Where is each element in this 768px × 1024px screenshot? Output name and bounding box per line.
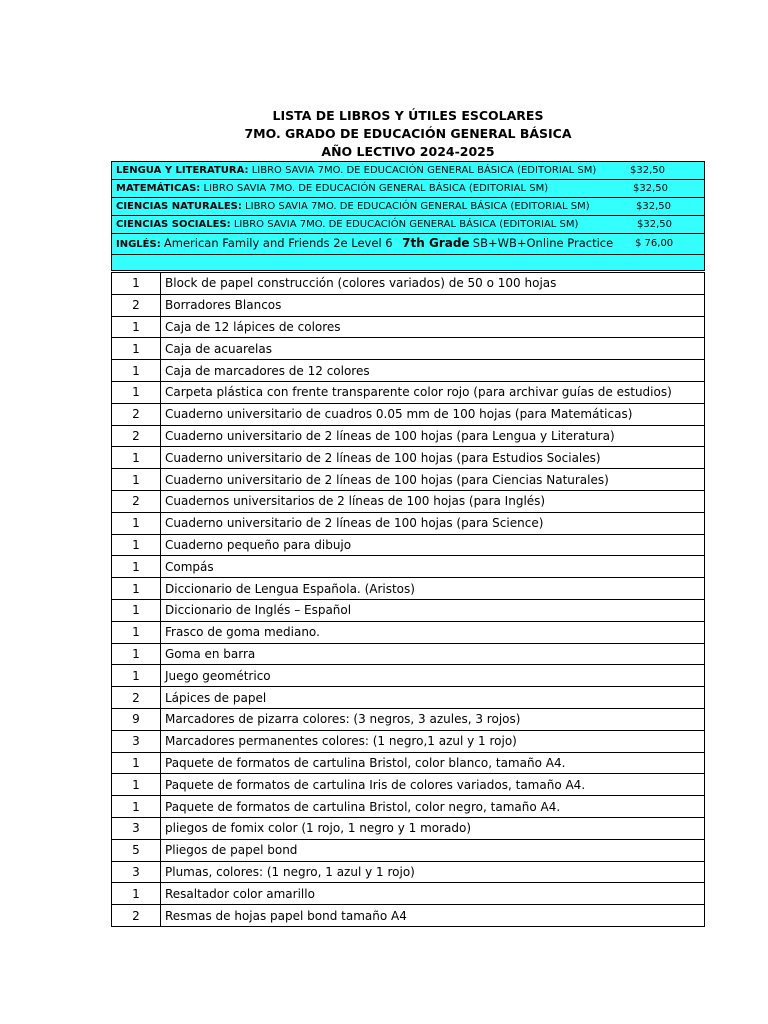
books-table (111, 161, 705, 271)
item-description: Diccionario de Lengua Española. (Aristos) (161, 578, 705, 600)
item-quantity: 1 (112, 556, 161, 578)
table-row (112, 381, 705, 403)
book-description: LIBRO SAVIA 7MO. DE EDUCACIÓN GENERAL BÁSICA (EDITORIAL SM) (245, 201, 590, 212)
table-row (112, 687, 705, 709)
item-quantity: 1 (112, 643, 161, 665)
table-row (112, 708, 705, 730)
title-line-1: LISTA DE LIBROS Y ÚTILES ESCOLARES (272, 108, 544, 123)
item-quantity: 1 (112, 381, 161, 403)
item-quantity: 1 (112, 338, 161, 360)
book-price: $32,50 (637, 219, 672, 230)
item-quantity: 2 (112, 687, 161, 709)
table-row (112, 774, 705, 796)
item-description: Paquete de formatos de cartulina Iris de colores variados, tamaño A4. (161, 774, 705, 796)
book-subject: LENGUA Y LITERATURA: (116, 165, 249, 176)
table-row (112, 861, 705, 883)
table-row (112, 447, 705, 469)
item-description: Compás (161, 556, 705, 578)
blank-row (112, 255, 705, 271)
table-row (112, 490, 705, 512)
item-description: Diccionario de Inglés – Español (161, 599, 705, 621)
item-description: Caja de acuarelas (161, 338, 705, 360)
item-description: Caja de marcadores de 12 colores (161, 360, 705, 382)
item-description: Cuaderno universitario de 2 líneas de 100 hojas (para Lengua y Literatura) (161, 425, 705, 447)
item-quantity: 1 (112, 273, 161, 295)
item-description: Marcadores de pizarra colores: (3 negros, 3 azules, 3 rojos) (161, 708, 705, 730)
item-description: Goma en barra (161, 643, 705, 665)
table-row (112, 817, 705, 839)
item-description: Juego geométrico (161, 665, 705, 687)
title-line-2: 7MO. GRADO DE EDUCACIÓN GENERAL BÁSICA (244, 126, 572, 141)
book-extra: SB+WB+Online Practice (472, 236, 614, 250)
table-row (112, 883, 705, 905)
item-quantity: 2 (112, 905, 161, 927)
supplies-table (111, 272, 705, 927)
item-quantity: 3 (112, 861, 161, 883)
table-row (112, 905, 705, 927)
item-description: Caja de 12 lápices de colores (161, 316, 705, 338)
table-row (112, 556, 705, 578)
book-price: $32,50 (633, 183, 668, 194)
item-description: Carpeta plástica con frente transparente color rojo (para archivar guías de estudios) (161, 381, 705, 403)
item-quantity: 2 (112, 403, 161, 425)
book-description: American Family and Friends 2e Level 6 (163, 236, 393, 250)
item-quantity: 1 (112, 796, 161, 818)
book-price: $ 76,00 (635, 238, 674, 249)
item-quantity: 2 (112, 425, 161, 447)
item-description: Paquete de formatos de cartulina Bristol, color blanco, tamaño A4. (161, 752, 705, 774)
item-description: Cuadernos universitarios de 2 líneas de 100 hojas (para Inglés) (161, 490, 705, 512)
book-description: LIBRO SAVIA 7MO. DE EDUCACIÓN GENERAL BÁSICA (EDITORIAL SM) (203, 183, 549, 194)
item-description: Block de papel construcción (colores variados) de 50 o 100 hojas (161, 273, 705, 295)
item-quantity: 1 (112, 599, 161, 621)
table-row (112, 469, 705, 491)
table-row (112, 338, 705, 360)
book-row (112, 162, 705, 180)
book-subject: CIENCIAS SOCIALES: (116, 219, 231, 230)
item-quantity: 2 (112, 294, 161, 316)
item-description: Plumas, colores: (1 negro, 1 azul y 1 rojo) (161, 861, 705, 883)
table-row (112, 839, 705, 861)
item-description: Cuaderno pequeño para dibujo (161, 534, 705, 556)
table-row (112, 360, 705, 382)
item-description: Cuaderno universitario de cuadros 0.05 mm de 100 hojas (para Matemáticas) (161, 403, 705, 425)
table-row (112, 730, 705, 752)
book-row (112, 180, 705, 198)
item-quantity: 2 (112, 490, 161, 512)
book-description: LIBRO SAVIA 7MO. DE EDUCACIÓN GENERAL BÁSICA (EDITORIAL SM) (251, 165, 597, 176)
item-description: pliegos de fomix color (1 rojo, 1 negro y 1 morado) (161, 817, 705, 839)
item-quantity: 1 (112, 360, 161, 382)
table-row (112, 512, 705, 534)
table-row (112, 752, 705, 774)
item-quantity: 1 (112, 752, 161, 774)
book-grade: 7th Grade (402, 236, 470, 250)
book-row-ingles (112, 234, 705, 255)
book-price: $32,50 (630, 165, 665, 176)
item-quantity: 1 (112, 512, 161, 534)
table-row (112, 316, 705, 338)
table-row (112, 643, 705, 665)
item-quantity: 1 (112, 534, 161, 556)
item-quantity: 5 (112, 839, 161, 861)
book-subject: INGLÉS: (116, 239, 161, 250)
item-description: Paquete de formatos de cartulina Bristol, color negro, tamaño A4. (161, 796, 705, 818)
item-quantity: 3 (112, 730, 161, 752)
item-quantity: 1 (112, 578, 161, 600)
item-quantity: 9 (112, 708, 161, 730)
item-description: Pliegos de papel bond (161, 839, 705, 861)
document-title-block (111, 107, 705, 161)
table-row (112, 578, 705, 600)
table-row (112, 621, 705, 643)
title-line-3: AÑO LECTIVO 2024-2025 (321, 144, 495, 159)
item-quantity: 1 (112, 621, 161, 643)
table-row (112, 796, 705, 818)
table-row (112, 294, 705, 316)
item-quantity: 1 (112, 883, 161, 905)
book-price: $32,50 (636, 201, 671, 212)
item-quantity: 1 (112, 774, 161, 796)
table-row (112, 534, 705, 556)
item-description: Cuaderno universitario de 2 líneas de 100 hojas (para Ciencias Naturales) (161, 469, 705, 491)
item-description: Cuaderno universitario de 2 líneas de 100 hojas (para Estudios Sociales) (161, 447, 705, 469)
book-subject: CIENCIAS NATURALES: (116, 201, 242, 212)
table-row (112, 665, 705, 687)
book-row (112, 216, 705, 234)
item-description: Resaltador color amarillo (161, 883, 705, 905)
book-description: LIBRO SAVIA 7MO. DE EDUCACIÓN GENERAL BÁSICA (EDITORIAL SM) (233, 219, 579, 230)
item-quantity: 1 (112, 316, 161, 338)
table-row (112, 599, 705, 621)
item-quantity: 1 (112, 469, 161, 491)
item-description: Borradores Blancos (161, 294, 705, 316)
table-row (112, 273, 705, 295)
table-row (112, 403, 705, 425)
book-row (112, 198, 705, 216)
item-quantity: 1 (112, 665, 161, 687)
item-description: Lápices de papel (161, 687, 705, 709)
item-description: Marcadores permanentes colores: (1 negro,1 azul y 1 rojo) (161, 730, 705, 752)
book-subject: MATEMÁTICAS: (116, 183, 201, 194)
item-description: Frasco de goma mediano. (161, 621, 705, 643)
item-quantity: 1 (112, 447, 161, 469)
item-quantity: 3 (112, 817, 161, 839)
item-description: Cuaderno universitario de 2 líneas de 100 hojas (para Science) (161, 512, 705, 534)
table-row (112, 425, 705, 447)
item-description: Resmas de hojas papel bond tamaño A4 (161, 905, 705, 927)
